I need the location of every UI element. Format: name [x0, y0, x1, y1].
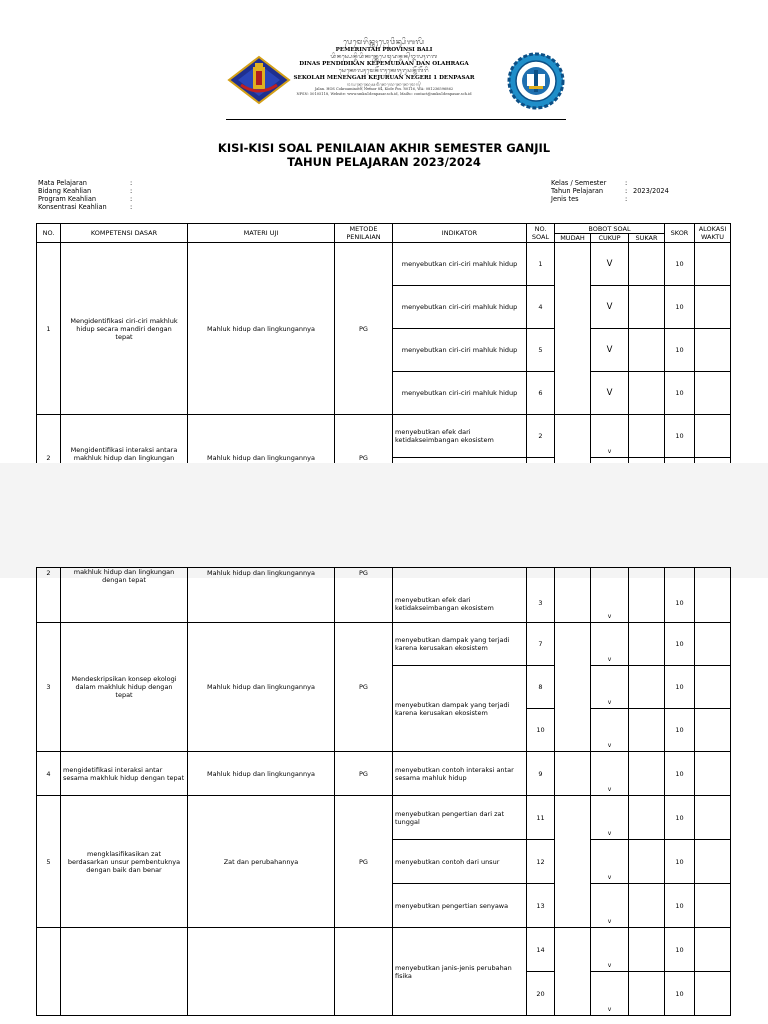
cell-indikator: menyebutkan ciri-ciri mahluk hidup [393, 372, 527, 415]
cell-sukar [629, 884, 665, 928]
cell-alokasi [695, 972, 731, 1016]
cell-sukar [629, 286, 665, 329]
letterhead-contact: NPSN: 50105118, Website: www.smkn1denpasar.sch.id, Mailto: contact@smkn1denpasar.sch.id [296, 92, 472, 96]
cell-indikator: menyebutkan dampak yang terjadi karena kerusakan ekosistem [393, 623, 527, 666]
cell-alokasi [695, 243, 731, 286]
cell-skor: 10 [665, 286, 695, 329]
cell-no: 5 [37, 796, 61, 928]
cell-sukar [629, 372, 665, 415]
meta-sep: : [625, 179, 628, 187]
cell-no-soal: 6 [527, 372, 555, 415]
meta-sep: : [130, 203, 133, 211]
table-row [37, 752, 731, 796]
table-row [37, 415, 731, 458]
cell-cukup-check: v [591, 415, 629, 458]
cell-skor: 10 [665, 243, 695, 286]
cell-no-soal: 12 [527, 840, 555, 884]
cell-mudah [555, 752, 591, 796]
cell-no: 3 [37, 623, 61, 752]
cell-skor: 10 [665, 623, 695, 666]
cell-sukar [629, 243, 665, 286]
cell-metode: PG [335, 415, 393, 501]
cell-alokasi [695, 709, 731, 752]
cell-cukup-check: v [591, 568, 629, 623]
header-metode-line1: METODE [349, 225, 378, 233]
cell-skor: 10 [665, 372, 695, 415]
letterhead-balinese-script: ᬚᬮᬦ᭄ᬘᭀᬓ᭄ᬭᭀᬅᬫᬶᬦᭀᬢᭀᬦᭀᬦᭀᬫᭀᬭ᭄ [346, 82, 422, 87]
cell-mudah [555, 623, 591, 752]
header-sukar: SUKAR [629, 234, 665, 243]
header-kompetensi-dasar: KOMPETENSI DASAR [61, 224, 188, 243]
header-skor: SKOR [665, 224, 695, 243]
cell-indikator: menyebutkan pengertian senyawa [393, 884, 527, 928]
meta-sep: : [130, 187, 133, 195]
cell-skor: 10 [665, 796, 695, 840]
meta-label: Tahun Pelajaran [551, 187, 604, 195]
cell-cukup-check: V [591, 286, 629, 329]
cell-no-soal: 7 [527, 623, 555, 666]
cell-no: 4 [37, 752, 61, 796]
cell-sukar [629, 840, 665, 884]
header-alokasi [695, 224, 731, 243]
header-alokasi-line1: ALOKASI [698, 225, 727, 233]
cell-materi: Mahluk hidup dan lingkungannya [188, 243, 335, 415]
cell-metode: PG [335, 752, 393, 796]
letterhead-balinese-script: ᬲᬾᬓᭀᬮᬄᬫᬾᬦᭂᬗᬄᬓᬾᬚᬸᬭᬸᬲᬦ᭄ᬦᭂᬕᭂᬭᬶ [338, 68, 430, 74]
cell-sukar [629, 928, 665, 972]
cell-cukup-check: v [591, 884, 629, 928]
cell-no-soal: 11 [527, 796, 555, 840]
cell-skor: 10 [665, 709, 695, 752]
cell-kompetensi: Mendeskripsikan konsep ekologi dalam makhluk hidup dengan tepat [61, 623, 188, 752]
cell-cukup-check: v [591, 623, 629, 666]
meta-value: 2023/2024 [633, 187, 669, 195]
meta-sep: : [130, 195, 133, 203]
cell-sukar [629, 666, 665, 709]
cell-materi: Mahluk hidup dan lingkungannya [188, 415, 335, 501]
cell-no [37, 928, 61, 1016]
cell-alokasi [695, 928, 731, 972]
header-cukup: CUKUP [591, 234, 629, 243]
cell-skor: 10 [665, 329, 695, 372]
document-subtitle: TAHUN PELAJARAN 2023/2024 [287, 155, 481, 169]
cell-no-soal: 2 [527, 415, 555, 458]
cell-cukup-check: V [591, 372, 629, 415]
page-gap [0, 463, 768, 578]
cell-sukar [629, 623, 665, 666]
cell-mudah [555, 928, 591, 1016]
cell-indikator: menyebutkan contoh dari unsur [393, 840, 527, 884]
header-no-soal [527, 224, 555, 243]
header-no-soal-line1: NO. [534, 225, 547, 233]
cell-no-soal: 10 [527, 709, 555, 752]
cell-cukup-check: v [591, 928, 629, 972]
header-materi-uji: MATERI UJI [188, 224, 335, 243]
cell-no-soal: 14 [527, 928, 555, 972]
cell-indikator: menyebutkan efek dari ketidakseimbangan ekosistem [393, 568, 527, 623]
letterhead-balinese-script: ᬧᬾᬫᬾᬭᬶᬦ᭄ᬢᬄᬧ᭄ᬭᭀᬯᬶᬦ᭄ᬲᬶᬩᬮᬶ [343, 38, 425, 46]
header-metode [335, 224, 393, 243]
table-row [37, 568, 731, 623]
cell-mudah [555, 796, 591, 928]
cell-no-soal: 13 [527, 884, 555, 928]
cell-skor: 10 [665, 840, 695, 884]
meta-label: Kelas / Semester [551, 179, 607, 187]
meta-label: Konsentrasi Keahlian [38, 203, 107, 211]
cell-skor: 10 [665, 884, 695, 928]
cell-no-soal: 3 [527, 568, 555, 623]
cell-metode: PG [335, 623, 393, 752]
cell-no-soal: 4 [527, 286, 555, 329]
cell-no: 2 [37, 568, 61, 623]
cell-no: 1 [37, 243, 61, 415]
cell-materi: Zat dan perubahannya [188, 796, 335, 928]
cell-cukup-check: v [591, 752, 629, 796]
cell-alokasi [695, 752, 731, 796]
cell-no: 2 [37, 415, 61, 501]
cell-cukup-check: v [591, 840, 629, 884]
meta-sep: : [130, 179, 133, 187]
cell-metode [335, 928, 393, 1016]
cell-mudah [555, 568, 591, 623]
cell-indikator: menyebutkan ciri-ciri mahluk hidup [393, 286, 527, 329]
header-no: NO. [37, 224, 61, 243]
cell-alokasi [695, 329, 731, 372]
cell-mudah [555, 243, 591, 415]
letterhead [0, 38, 768, 97]
cell-metode: PG [335, 243, 393, 415]
cell-kompetensi: mengidetifikasi interaksi antar sesama makhluk hidup dengan tepat [61, 752, 188, 796]
document-page-1 [0, 0, 768, 463]
meta-label: Bidang Keahlian [38, 187, 92, 195]
table-row [37, 796, 731, 840]
cell-indikator: menyebutkan janis-jenis perubahan fisika [393, 928, 527, 1016]
cell-kompetensi: mengklasifikasikan zat berdasarkan unsur pembentuknya dengan baik dan benar [61, 796, 188, 928]
cell-alokasi [695, 623, 731, 666]
cell-skor: 10 [665, 666, 695, 709]
cell-no-soal: 20 [527, 972, 555, 1016]
cell-kompetensi: makhluk hidup dan lingkungan dengan tepat [61, 568, 188, 623]
cell-sukar [629, 329, 665, 372]
cell-indikator: menyebutkan ciri-ciri mahluk hidup [393, 329, 527, 372]
cell-materi: Mahluk hidup dan lingkungannya [188, 623, 335, 752]
cell-skor: 10 [665, 972, 695, 1016]
document-title: KISI-KISI SOAL PENILAIAN AKHIR SEMESTER GANJIL [217, 141, 551, 155]
letterhead-divider [226, 119, 566, 120]
cell-alokasi [695, 415, 731, 458]
cell-alokasi [695, 666, 731, 709]
header-indikator: INDIKATOR [393, 224, 527, 243]
meta-label: Mata Pelajaran [38, 179, 87, 187]
cell-skor: 10 [665, 568, 695, 623]
cell-metode: PG [335, 796, 393, 928]
cell-no-soal: 8 [527, 666, 555, 709]
cell-no-soal: 1 [527, 243, 555, 286]
table-row [37, 928, 731, 972]
cell-alokasi [695, 286, 731, 329]
cell-alokasi [695, 568, 731, 623]
cell-sukar [629, 568, 665, 623]
cell-indikator: menyebutkan contoh interaksi antar sesama mahluk hidup [393, 752, 527, 796]
cell-alokasi [695, 372, 731, 415]
cell-metode: PG [335, 568, 393, 623]
cell-materi: Mahluk hidup dan lingkungannya [188, 568, 335, 623]
table-row [37, 623, 731, 666]
meta-sep: : [625, 195, 628, 203]
cell-cukup-check: v [591, 666, 629, 709]
cell-sukar [629, 972, 665, 1016]
cell-sukar [629, 415, 665, 458]
header-alokasi-line2: WAKTU [700, 233, 724, 241]
cell-sukar [629, 796, 665, 840]
cell-kompetensi: Mengidentifikasi ciri-ciri makhluk hidup secara mandiri dengan tepat [61, 243, 188, 415]
cell-cukup-check: v [591, 796, 629, 840]
meta-label: Program Keahlian [38, 195, 97, 203]
cell-materi: Mahluk hidup dan lingkungannya [188, 752, 335, 796]
cell-sukar [629, 709, 665, 752]
letterhead-government: PEMERINTAH PROVINSI BALI [335, 47, 433, 53]
table-row [37, 243, 731, 286]
meta-right [551, 179, 669, 203]
header-no-soal-line2: SOAL [531, 233, 550, 241]
cell-kompetensi [61, 928, 188, 1016]
letterhead-school: SEKOLAH MENENGAH KEJURUAN NEGERI 1 DENPASAR [293, 75, 475, 81]
cell-alokasi [695, 840, 731, 884]
cell-no-soal: 9 [527, 752, 555, 796]
cell-skor: 10 [665, 415, 695, 458]
cell-skor: 10 [665, 928, 695, 972]
cell-indikator: menyebutkan pengertian dari zat tunggal [393, 796, 527, 840]
cell-cukup-check: v [591, 709, 629, 752]
letterhead-department: DINAS PENDIDIKAN KEPEMUDAAN DAN OLAHRAGA [299, 61, 469, 67]
meta-sep: : [625, 187, 628, 195]
meta-left [38, 179, 132, 211]
cell-skor: 10 [665, 752, 695, 796]
cell-indikator: menyebutkan efek dari ketidakseimbangan ekosistem [393, 415, 527, 458]
cell-no-soal: 5 [527, 329, 555, 372]
cell-cukup-check: V [591, 329, 629, 372]
cell-cukup-check: v [591, 972, 629, 1016]
header-mudah: MUDAH [555, 234, 591, 243]
cell-indikator: menyebutkan ciri-ciri mahluk hidup [393, 243, 527, 286]
cell-sukar [629, 752, 665, 796]
cell-cukup-check: V [591, 243, 629, 286]
meta-label: Jenis tes [551, 195, 579, 203]
cell-alokasi [695, 796, 731, 840]
header-metode-line2: PENILAIAN [346, 233, 381, 241]
header-bobot-soal: BOBOT SOAL [555, 224, 665, 234]
kisi-kisi-table [36, 223, 731, 501]
kisi-kisi-table-continued [36, 567, 731, 1016]
cell-alokasi [695, 884, 731, 928]
cell-materi [188, 928, 335, 1016]
cell-kompetensi: Mengidentifikasi interaksi antara makhluk hidup dan lingkungan [61, 415, 188, 501]
cell-indikator: menyebutkan dampak yang terjadi karena kerusakan ekosistem [393, 666, 527, 752]
letterhead-balinese-script: ᬤᬶᬦᬲ᭄ᬧᬾᬦ᭄ᬤᬶᬤᬶᬓᬦ᭄ᬓᬾᬧᬾᬫᬸᬤᬦ᭄ᬤᬦ᭄ᬑᬮᬄᬭᬕ [330, 54, 438, 60]
document-page-2 [0, 568, 768, 1024]
letterhead-address: Jalan. HOS Cokroaminoto, Nomor 84, Kode Pos. 80116, WA: 081236596862 [314, 87, 454, 91]
